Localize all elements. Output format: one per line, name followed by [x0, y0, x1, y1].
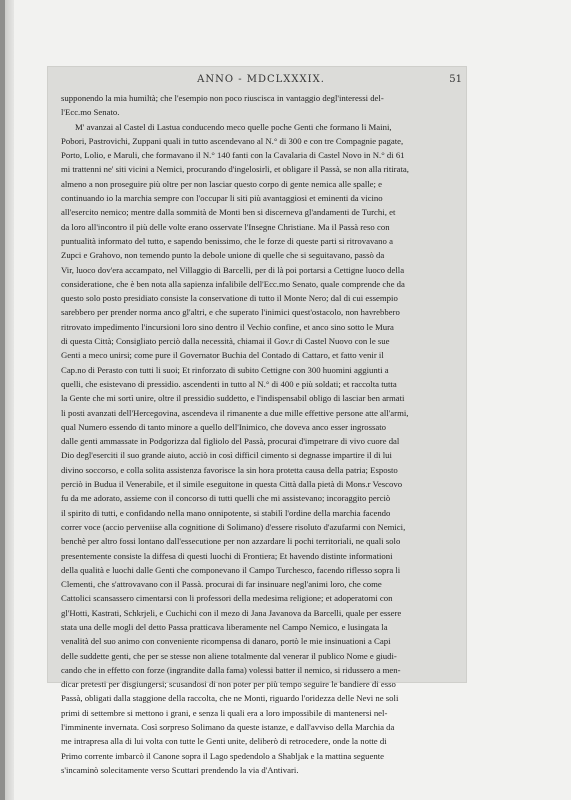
text-line: mi trattenni ne' siti vicini a Nemici, procurando d'ingelosirli, et obligare il Passà, se non alla ritirata,	[61, 164, 409, 175]
text-line: dalle genti ammassate in Podgorizza dal figliolo del Passà, procurai d'impetrare di vivo cuore dal	[61, 436, 400, 447]
page-edge	[0, 0, 5, 800]
text-line: continuando io la marchia sempre con l'occupar li siti più avantaggiosi et eminenti da vicino	[61, 193, 383, 204]
text-line: divino soccorso, e colla solita assistenza favorisce la sin hora protetta causa della patria; Esposto	[61, 464, 398, 475]
text-line: dicar pretesti per disgiungersi; scusandosi di non poter per più tempo seguire le bandiere di esso	[61, 679, 396, 690]
body-text	[61, 91, 461, 777]
text-line: quelli, che esistevano di pressidio. ascendenti in tutto al N.° di 400 e più soldati; et raccolta tutta	[61, 378, 397, 389]
text-line: benchè per altro fossi lontano dall'essecutione per non azzardare li pochi territoriali, ne quali solo	[61, 536, 401, 547]
text-line: Dio degl'eserciti il suo grande aiuto, acciò in così difficil cimento si degnasse impartire il di lui	[61, 450, 392, 461]
text-line: all'esercito nemico; mentre dalla sommità de Monti ben si discerneva gl'andamenti de Turchi, et	[61, 207, 396, 218]
text-line: cando che in effetto con forze (ingrandite dalla fama) volessi batter il nemico, si ridussero a men-	[61, 664, 401, 675]
text-line: sarebbero per prender norma anco gl'altri, e che superato l'inimici quest'ostacolo, non havrebbero	[61, 307, 400, 318]
text-line: supponendo la mia humiltà; che l'esempio non poco riuscisca in vantaggio degl'interessi del-	[61, 93, 384, 103]
text-line: Cattolici scansassero cimentarsi con li professori della medesima religione; et adoperatomi con	[61, 593, 393, 604]
text-line: Clementi, che s'attrovavano con il Passà. procurai di far insinuare negl'animi loro, che come	[61, 579, 382, 590]
text-line: qual Numero essendo di tanto minore a quello dell'Inimico, che doveva anco esser ingrossato	[61, 421, 387, 432]
text-line: l'Ecc.mo Senato.	[61, 107, 120, 118]
text-line: li posti avanzati dell'Hercegovina, ascendeva il rimanente a due mille effettive persone atte all'armi,	[61, 407, 409, 418]
text-line: consideratione, che è ben nota alla sapienza infalibile dell'Ecc.mo Senato, quale comprende che da	[61, 278, 405, 289]
text-line: Zupci e Grahovo, non temendo punto la debole unione di quelle che si seguitavano, passò da	[61, 250, 385, 261]
text-line: da loro all'incontro il più delle volte erano osservate l'Insegne Christiane. Ma il Passà reso con	[61, 221, 390, 232]
text-line: M' avanzai al Castel di Lastua conducendo meco quelle poche Genti che formano li Maini,	[75, 121, 392, 132]
running-header	[60, 74, 462, 88]
text-line: primi di settembre si mettono i grani, e senza li quali era a loro impossibile di mantenersi nel-	[61, 707, 388, 718]
text-line: Vir, luoco dov'era accampato, nel Villaggio di Barcelli, per di là poi portarsi a Cettigne luoco della	[61, 264, 405, 275]
text-line: almeno a non proseguire più oltre per non lasciar questo corpo di gente nemica alle spalle; e	[61, 178, 383, 189]
page-number: 51	[449, 74, 462, 85]
text-line: presentemente consiste la diffesa di questi luochi di Frontiera; Et havendo distinte informationi	[61, 550, 393, 561]
text-line: puntualità informato del tutto, e sapendo benissimo, che le forze di queste parti si ritrovavano a	[61, 235, 393, 246]
text-line: gl'Hotti, Kastrati, Schkrjeli, e Cuchichi con il mezo di Jana Javanova da Barcelli, quale per essere	[61, 607, 402, 618]
text-line: di questa Città; Consigliato perciò dalla necessità, chiamai il Gov.r di Castel Nuovo con le sue	[61, 336, 390, 347]
text-line: Passà, obligati dalla staggione della raccolta, che ne Monti, riguardo l'oridezza delle Nevi ne soli	[61, 693, 399, 704]
text-line: Cap.no di Perasto con tutti li suoi; Et rinforzato di subito Cettigne con 300 huomini aggiunti a	[61, 364, 389, 375]
text-line: stata una delle mogli del detto Passa pratticava liberamente nel Campo Nemico, e lusingata la	[61, 621, 388, 632]
text-line: la Gente che mi sortì unire, oltre il pressidio suddetto, e l'indispensabil obligo di lasciar ben armati	[61, 393, 405, 404]
text-line: della qualità e luochi dalle Genti che componevano il Campo Turchesco, facendo riflesso sopra li	[61, 564, 401, 575]
text-line: delle suddette genti, che per se stesse non aliene totalmente dal venerar il publico Nome e giudi-	[61, 650, 397, 661]
text-line: me intrapresa alla di lui volta con tutte le Genti unite, deliberò di retrocedere, onde la notte di	[61, 736, 387, 747]
text-line: venalità del suo animo con conveniente ricompensa di danaro, portò le mie insinuationi a Capi	[61, 636, 391, 647]
text-line: s'incaminò solecitamente verso Scuttari prendendo la via d'Antivari.	[61, 764, 299, 775]
text-line: l'imminente invernata. Così sorpreso Solimano da queste istanze, e dall'avviso della Marchia da	[61, 722, 395, 733]
text-line: Porto, Lolio, e Maruli, che formavano il N.° 140 fanti con la Cavalaria di Castel Novo in N.° di 61	[61, 150, 405, 161]
running-title: ANNO - MDCLXXXIX.	[197, 74, 325, 85]
text-line: il spirito di tutti, e confidando nella mano onnipotente, si stabilì l'ordine della marchia facendo	[61, 507, 391, 518]
text-line: Pobori, Pastrovichi, Zuppani quali in tutto ascendevano al N.° di 300 e con tre Compagnie pagate,	[61, 135, 404, 146]
text-line: Primo corrente imbarcò il Canone sopra il Lago spedendolo a Shabljak e la mattina seguente	[61, 750, 384, 761]
text-line: ritrovato impedimento l'incursioni loro sino dentro il Vechio confine, et anco sino sotto le Mura	[61, 321, 394, 332]
text-line: correr voce (accio perveniise alla cognitione di Solimano) d'essere risoluto d'azufarmi con Nemici,	[61, 521, 406, 532]
text-line: perciò in Budua il Venerabile, et il simile eseguitone in questa Città dalla pietà di Mons.r Vescovo	[61, 479, 403, 490]
text-line: questo solo posto presidiato consiste la conservatione di tutto il Monte Nero; dal di cui essempio	[61, 293, 398, 304]
text-line: fu da me adorato, assieme con il concorso di tutti quelli che mi assistevano; incoraggito perciò	[61, 493, 391, 504]
text-line: Genti a meco unirsi; come pure il Governator Buchia del Contado di Cattaro, et fatto venir il	[61, 350, 384, 361]
